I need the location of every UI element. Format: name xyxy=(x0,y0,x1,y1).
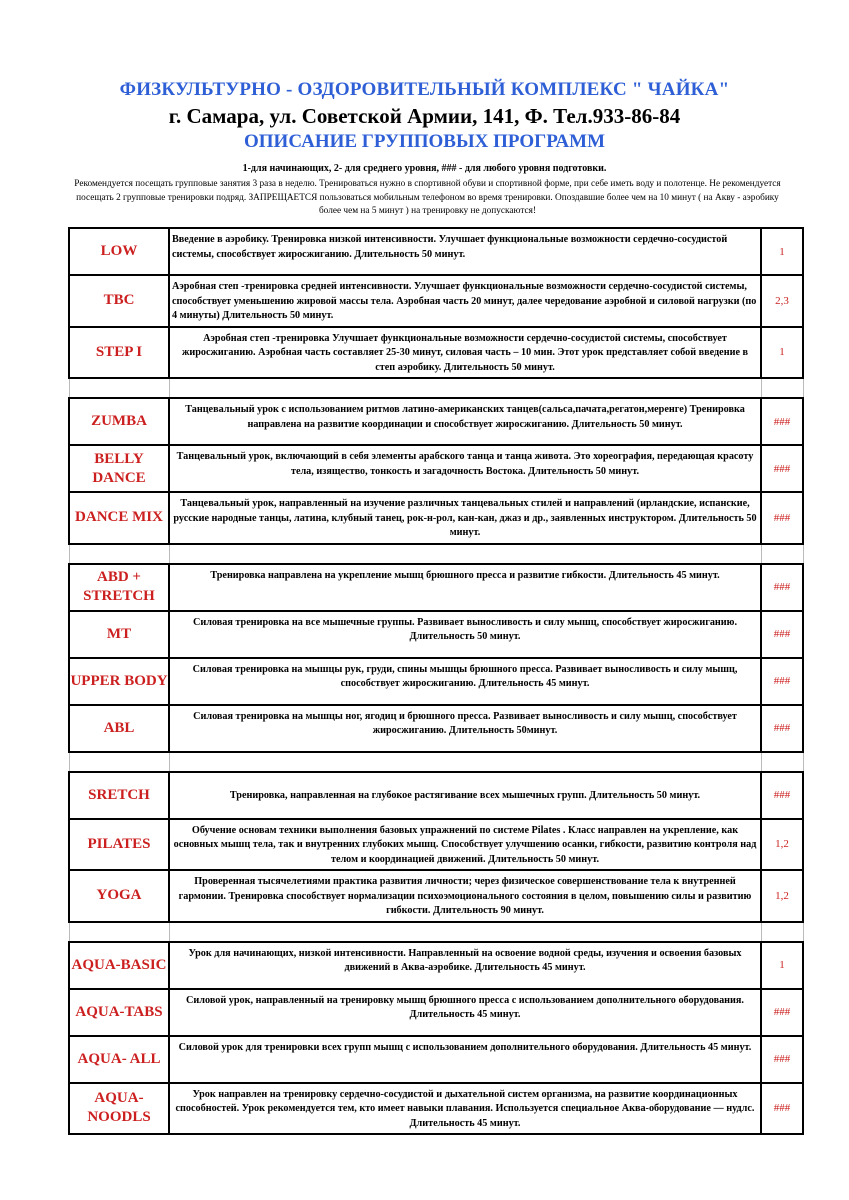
program-code: DANCE MIX xyxy=(69,492,169,544)
program-level: 1 xyxy=(761,327,803,379)
program-level: ### xyxy=(761,445,803,492)
program-code: ABD + STRETCH xyxy=(69,564,169,611)
program-code: AQUA-NOODLS xyxy=(69,1083,169,1135)
programs-subtitle: ОПИСАНИЕ ГРУППОВЫХ ПРОГРАММ xyxy=(243,131,606,152)
program-code: MT xyxy=(69,611,169,658)
program-description: Урок для начинающих, низкой интенсивности. Направленный на освоение водной среды, изучения и освоения базовых движений в Аква-аэробике. Длительность 45 минут. xyxy=(169,942,761,989)
program-level: ### xyxy=(761,989,803,1036)
program-description: Аэробная степ -тренировка Улучшает функциональные возможности сердечно-сосудистой системы, способствует жиросжиганию. Аэробная часть составляет 25-30 минут, силовая часть – 10 мин. Этот урок представляет собой введение в степ аэробику. Длительность 50 минут. xyxy=(169,327,761,379)
program-code: SRETCH xyxy=(69,772,169,819)
table-row xyxy=(69,705,803,752)
program-description: Танцевальный урок, направленный на изучение различных танцевальных стилей и направлений (ирландские, испанские, русские народные танцы, латина, клубный танец, рок-н-рол, кан-кан, джаз и др., заявленных инструктором. Длительность 50 минут. xyxy=(169,492,761,544)
table-row xyxy=(69,611,803,658)
table-row xyxy=(69,819,803,871)
club-title: ФИЗКУЛЬТУРНО - ОЗДОРОВИТЕЛЬНЫЙ КОМПЛЕКС " ЧАЙКА" xyxy=(119,79,730,100)
program-level: ### xyxy=(761,611,803,658)
program-level: 2,3 xyxy=(761,275,803,327)
program-description: Силовая тренировка на все мышечные группы. Развивает выносливость и силу мышц, способствует жиросжиганию. Длительность 50 минут. xyxy=(169,611,761,658)
table-row xyxy=(69,398,803,445)
program-code: TBC xyxy=(69,275,169,327)
table-row xyxy=(69,564,803,611)
table-row xyxy=(69,772,803,819)
page-header xyxy=(0,78,849,154)
program-level: ### xyxy=(761,492,803,544)
program-level: ### xyxy=(761,1036,803,1083)
program-description: Урок направлен на тренировку сердечно-сосудистой и дыхательной систем организма, на развитие координационных способностей. Урок рекомендуется тем, кто имеет навыки плавания. Используется специальное Аква-оборудование — нудлс. Длительность 45 минут. xyxy=(169,1083,761,1135)
program-code: UPPER BODY xyxy=(69,658,169,705)
program-description: Проверенная тысячелетиями практика развития личности; через физическое совершенствование тела к внутренней гармонии. Тренировка способствует нормализации психоэмоционального состояния в целом, повышению силы и развитию гибкости. Длительность 90 минут. xyxy=(169,870,761,922)
group-separator xyxy=(69,752,803,772)
table-row xyxy=(69,492,803,544)
program-description: Тренировка направлена на укрепление мышц брюшного пресса и развитие гибкости. Длительность 45 минут. xyxy=(169,564,761,611)
program-description: Аэробная степ -тренировка средней интенсивности. Улучшает функциональные возможности сердечно-сосудистой системы, способствует уменьшению жировой массы тела. Аэробная часть 20 минут, далее чередование аэробной и силовой нагрузки (по 4 минуты) Длительность 50 минут. xyxy=(169,275,761,327)
table-row xyxy=(69,445,803,492)
club-address: г. Самара, ул. Советской Армии, 141, Ф. Тел.933-86-84 xyxy=(168,104,681,128)
program-level: 1 xyxy=(761,942,803,989)
program-description: Силовой урок для тренировки всех групп мышц с использованием дополнительного оборудования. Длительность 45 минут. xyxy=(169,1036,761,1083)
table-row xyxy=(69,989,803,1036)
table-row xyxy=(69,327,803,379)
group-separator xyxy=(69,544,803,564)
program-code: STEP I xyxy=(69,327,169,379)
levels-legend: 1-для начинающих, 2- для среднего уровня, ### - для любого уровня подготовки. xyxy=(242,163,607,174)
program-code: BELLY DANCE xyxy=(69,445,169,492)
program-level: ### xyxy=(761,772,803,819)
rules-note: Рекомендуется посещать групповые занятия 3 раза в неделю. Тренироваться нужно в спортивной обуви и спортивной форме, при себе иметь воду и полотенце. Не рекомендуется посещать 2 групповые тренировки подряд. ЗАПРЕЩАЕТСЯ пользоваться мобильным телефоном во время тренировки. Опоздавшие более чем на 10 минут ( на Акву - аэробику более чем на 5 минут ) на тренировку не допускаются! xyxy=(74,179,781,217)
program-level: ### xyxy=(761,705,803,752)
program-level: ### xyxy=(761,398,803,445)
program-level: ### xyxy=(761,564,803,611)
program-level: ### xyxy=(761,1083,803,1135)
table-row xyxy=(69,1036,803,1083)
program-description: Введение в аэробику. Тренировка низкой интенсивности. Улучшает функциональные возможности сердечно-сосудистой системы, способствует жиросжиганию. Длительность 50 минут. xyxy=(169,228,761,275)
program-level: 1,2 xyxy=(761,870,803,922)
table-row xyxy=(69,1083,803,1135)
program-code: LOW xyxy=(69,228,169,275)
program-code: PILATES xyxy=(69,819,169,871)
program-code: YOGA xyxy=(69,870,169,922)
table-row xyxy=(69,658,803,705)
program-code: AQUA- ALL xyxy=(69,1036,169,1083)
program-code: ABL xyxy=(69,705,169,752)
program-description: Обучение основам техники выполнения базовых упражнений по системе Pilates . Класс направлен на укрепление, как основных мышц тела, так и внутренних глубоких мышц. Способствует улучшению осанки, гибкости, развитию контроля над телом и координацией движений. Длительность 50 минут. xyxy=(169,819,761,871)
program-description: Силовая тренировка на мышцы ног, ягодиц и брюшного пресса. Развивает выносливость и силу мышц, способствует жиросжиганию. Длительность 50минут. xyxy=(169,705,761,752)
program-level: 1,2 xyxy=(761,819,803,871)
program-description: Силовой урок, направленный на тренировку мышц брюшного пресса с использованием дополнительного оборудования. Длительность 45 минут. xyxy=(169,989,761,1036)
program-description: Тренировка, направленная на глубокое растягивание всех мышечных групп. Длительность 50 минут. xyxy=(169,772,761,819)
program-description: Силовая тренировка на мышцы рук, груди, спины мышцы брюшного пресса. Развивает выносливость и силу мышц, способствует жиросжиганию. Длительность 45 минут. xyxy=(169,658,761,705)
group-separator xyxy=(69,378,803,398)
program-code: AQUA-BASIC xyxy=(69,942,169,989)
table-row xyxy=(69,870,803,922)
program-code: ZUMBA xyxy=(69,398,169,445)
table-row xyxy=(69,275,803,327)
group-separator xyxy=(69,922,803,942)
program-description: Танцевальный урок с использованием ритмов латино-американских танцев(сальса,пачата,регатон,меренге) Тренировка направлена на развитие координации и способствует жиросжиганию. Длительность 50 минут. xyxy=(169,398,761,445)
program-description: Танцевальный урок, включающий в себя элементы арабского танца и танца живота. Это хореография, передающая красоту тела, изящество, тонкость и загадочность Востока. Длительность 50 минут. xyxy=(169,445,761,492)
programs-table xyxy=(68,227,804,1135)
program-level: 1 xyxy=(761,228,803,275)
table-row xyxy=(69,228,803,275)
program-code: AQUA-TABS xyxy=(69,989,169,1036)
program-level: ### xyxy=(761,658,803,705)
table-row xyxy=(69,942,803,989)
